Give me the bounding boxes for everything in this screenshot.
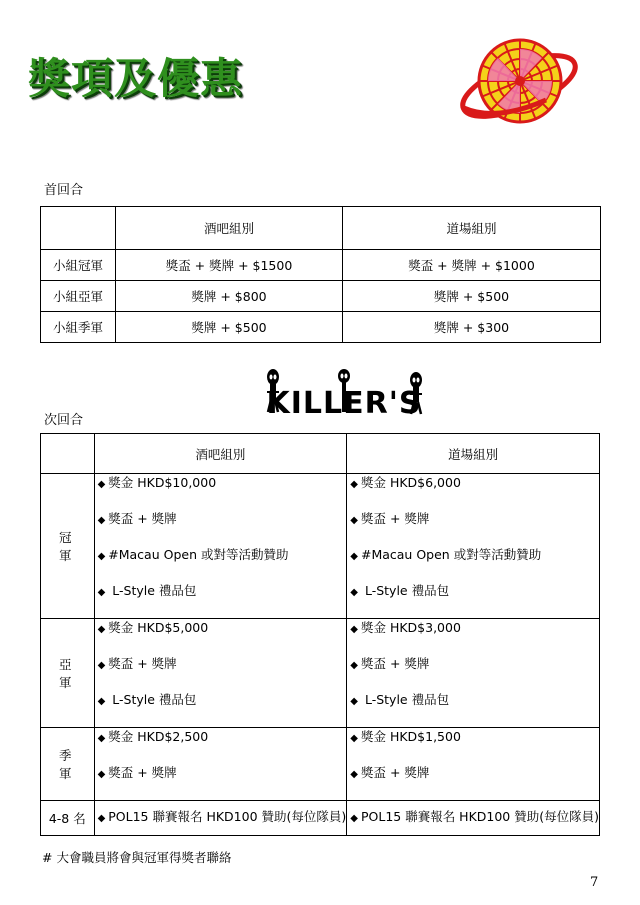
diamond-bullet-icon: ◆ <box>97 813 106 824</box>
rank-cell: 冠 軍 <box>41 474 95 619</box>
table-row <box>41 281 601 312</box>
list-item: ◆ 獎金 HKD$5,000 <box>97 620 209 635</box>
diamond-bullet-icon: ◆ <box>97 624 106 635</box>
diamond-bullet-icon: ◆ <box>97 551 106 562</box>
diamond-bullet-icon: ◆ <box>350 733 358 744</box>
diamond-bullet-icon: ◆ <box>97 696 106 707</box>
rank-cell: 季 軍 <box>41 728 95 801</box>
table-row <box>41 312 601 343</box>
diamond-bullet-icon: ◆ <box>97 515 106 526</box>
header-empty-cell <box>41 207 116 250</box>
page-number: 7 <box>590 875 599 890</box>
header-bar-group: 酒吧組別 <box>116 207 343 250</box>
list-item: ◆ 獎金 HKD$6,000 <box>350 475 461 490</box>
list-item: ◆ 獎金 HKD$1,500 <box>350 729 461 744</box>
round2-prize-table <box>40 433 600 836</box>
bar-prize-cell: 獎盃 + 獎牌 + $1500 <box>116 250 343 281</box>
round1-prize-table <box>40 206 601 343</box>
bar-prize-cell <box>94 801 347 836</box>
diamond-bullet-icon: ◆ <box>350 660 358 671</box>
table-row-champion <box>41 474 600 619</box>
rank-cell: 4-8 名 <box>41 801 95 836</box>
list-item: ◆ 獎金 HKD$10,000 <box>97 475 217 490</box>
dojo-prize-cell: 獎盃 + 獎牌 + $1000 <box>343 250 601 281</box>
header-empty-cell <box>41 434 95 474</box>
diamond-bullet-icon: ◆ <box>97 587 106 598</box>
dojo-prize-cell <box>347 801 600 836</box>
rank-cell: 小組亞軍 <box>41 281 116 312</box>
diamond-bullet-icon: ◆ <box>97 733 106 744</box>
diamond-bullet-icon: ◆ <box>350 624 358 635</box>
list-item: ◆ 獎盃 + 獎牌 <box>350 511 430 526</box>
list-item: ◆ L-Style 禮品包 <box>97 583 197 598</box>
diamond-bullet-icon: ◆ <box>97 660 106 671</box>
round2-label: 次回合 <box>44 413 84 428</box>
table-row <box>41 250 601 281</box>
diamond-bullet-icon: ◆ <box>350 551 358 562</box>
table-header-row <box>41 434 600 474</box>
diamond-bullet-icon: ◆ <box>350 587 358 598</box>
rank-cell: 小組季軍 <box>41 312 116 343</box>
diamond-bullet-icon: ◆ <box>350 769 358 780</box>
diamond-bullet-icon: ◆ <box>97 769 106 780</box>
header-dojo-group: 道場組別 <box>347 434 600 474</box>
table-row-fourth-to-eighth <box>41 801 600 836</box>
table-row-runner-up <box>41 619 600 728</box>
diamond-bullet-icon: ◆ <box>350 515 358 526</box>
list-item: ◆ POL15 聯賽報名 HKD100 贊助(每位隊員) <box>97 809 347 824</box>
table-row-third <box>41 728 600 801</box>
list-item: ◆ 獎金 HKD$3,000 <box>350 620 461 635</box>
list-item: ◆ L-Style 禮品包 <box>97 692 197 707</box>
diamond-bullet-icon: ◆ <box>350 696 358 707</box>
rank-cell: 小組冠軍 <box>41 250 116 281</box>
rank-cell: 亞 軍 <box>41 619 95 728</box>
list-item: ◆ 獎盃 + 獎牌 <box>97 765 177 780</box>
list-item: ◆ 獎盃 + 獎牌 <box>97 656 177 671</box>
bar-prize-cell <box>94 474 347 619</box>
diamond-bullet-icon: ◆ <box>97 479 106 490</box>
page-title: 獎項及優惠 <box>28 54 244 103</box>
dojo-prize-cell: 獎牌 + $500 <box>343 281 601 312</box>
dojo-prize-cell <box>347 474 600 619</box>
bar-prize-cell <box>94 619 347 728</box>
dojo-prize-cell: 獎牌 + $300 <box>343 312 601 343</box>
list-item: ◆ L-Style 禮品包 <box>350 583 450 598</box>
killers-logo <box>262 368 428 420</box>
list-item: ◆ 獎盃 + 獎牌 <box>97 511 177 526</box>
footnote: # 大會職員將會與冠軍得獎者聯絡 <box>42 850 232 865</box>
bar-prize-cell: 獎牌 + $800 <box>116 281 343 312</box>
list-item: ◆ POL15 聯賽報名 HKD100 贊助(每位隊員) <box>350 809 599 824</box>
list-item: ◆ 獎盃 + 獎牌 <box>350 656 430 671</box>
list-item: ◆ #Macau Open 或對等活動贊助 <box>97 547 289 562</box>
svg-text:KILLER'S: KILLER'S <box>266 386 422 420</box>
dojo-prize-cell <box>347 728 600 801</box>
header-dojo-group: 道場組別 <box>343 207 601 250</box>
list-item: ◆ 獎盃 + 獎牌 <box>350 765 430 780</box>
list-item: ◆ L-Style 禮品包 <box>350 692 450 707</box>
list-item: ◆ 獎金 HKD$2,500 <box>97 729 209 744</box>
dartboard-planet-icon <box>456 30 582 132</box>
diamond-bullet-icon: ◆ <box>350 479 358 490</box>
header-bar-group: 酒吧組別 <box>94 434 347 474</box>
dojo-prize-cell <box>347 619 600 728</box>
diamond-bullet-icon: ◆ <box>350 813 358 824</box>
table-header-row <box>41 207 601 250</box>
round1-label: 首回合 <box>44 183 84 198</box>
bar-prize-cell: 獎牌 + $500 <box>116 312 343 343</box>
bar-prize-cell <box>94 728 347 801</box>
list-item: ◆ #Macau Open 或對等活動贊助 <box>350 547 542 562</box>
